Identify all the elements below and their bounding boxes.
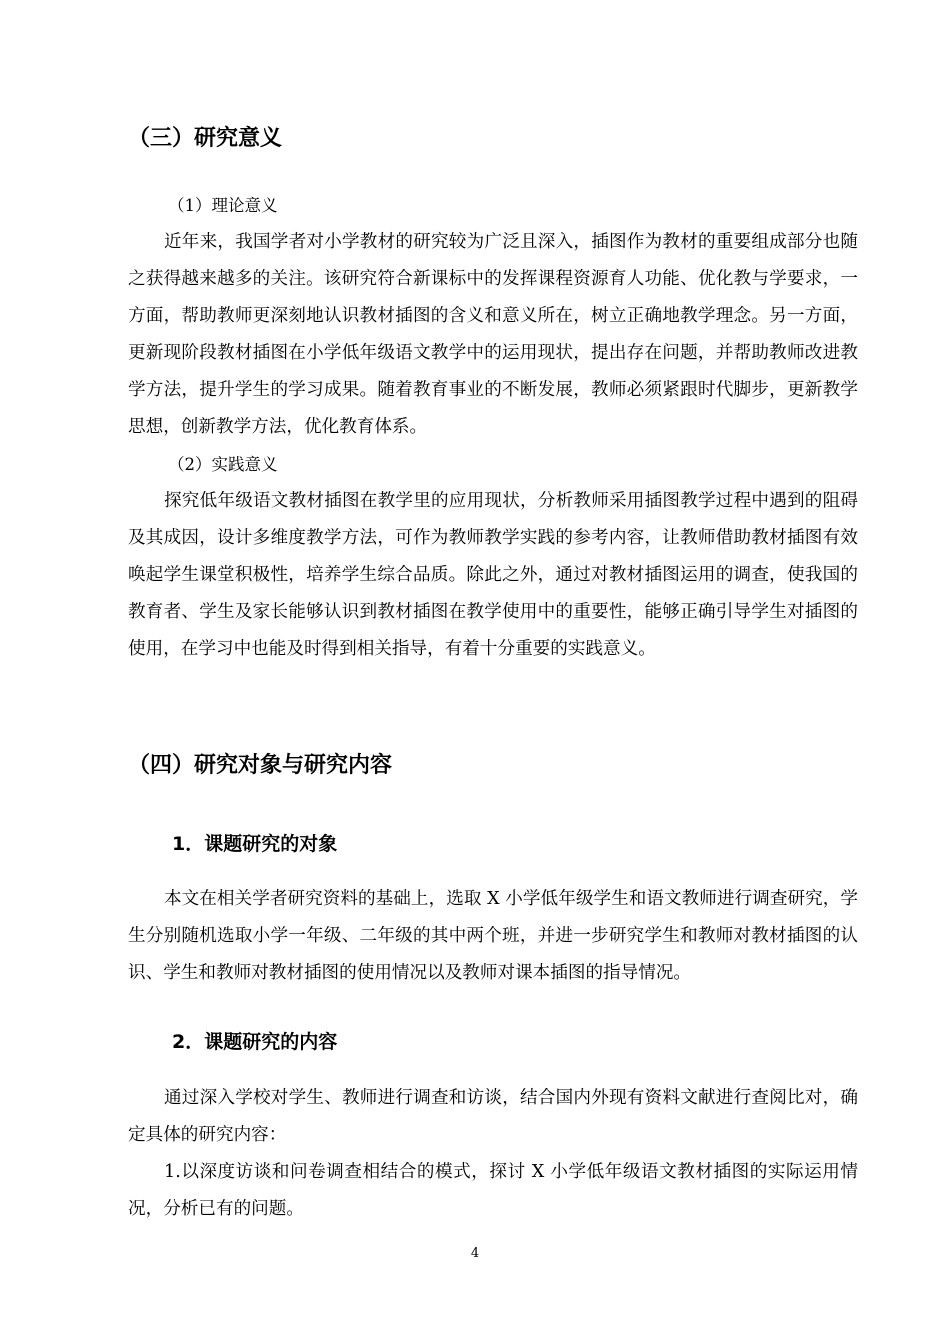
paragraph-research-content-intro: 通过深入学校对学生、教师进行调查和访谈，结合国内外现有资料文献进行查阅比对，确定具体的研究内容： [128,1088,858,1145]
paragraph-research-objects: 本文在相关学者研究资料的基础上，选取 X 小学低年级学生和语文教师进行调查研究，学生分别随机选取小学一年级、二年级的其中两个班，并进一步研究学生和教师对教材插图的认识、学生和教师对教材插图的使用情况以及教师对课本插图的指导情况。 [128,889,858,983]
section-heading-research-significance: （三）研究意义 [128,126,283,151]
paragraph-practical-significance: 探究低年级语文教材插图在教学里的应用现状，分析教师采用插图教学过程中遇到的阻碍及其成因，设计多维度教学方法，可作为教师教学实践的参考内容，让教师借助教材插图有效唤起学生课堂积极性，培养学生综合品质。除此之外，通过对教材插图运用的调查，使我国的教育者、学生及家长能够认识到教材插图在教学使用中的重要性，能够正确引导学生对插图的使用，在学习中也能及时得到相关指导，有着十分重要的实践意义。 [128,491,858,659]
subheading-theoretical-significance: （1）理论意义 [168,196,278,215]
page-number: 4 [470,1246,480,1261]
paragraph-research-content-item-1: 1.以深度访谈和问卷调查相结合的模式，探讨 X 小学低年级语文教材插图的实际运用情况，分析已有的问题。 [128,1162,858,1219]
section-heading-research-objects-content: （四）研究对象与研究内容 [128,753,393,778]
paragraph-theoretical-significance: 近年来，我国学者对小学教材的研究较为广泛且深入，插图作为教材的重要组成部分也随之获得越来越多的关注。该研究符合新课标中的发挥课程资源育人功能、优化教与学要求，一方面，帮助教师更深刻地认识教材插图的含义和意义所在，树立正确地教学理念。另一方面，更新现阶段教材插图在小学低年级语文教学中的运用现状，提出存在问题，并帮助教师改进教学方法，提升学生的学习成果。随着教育事业的不断发展，教师必须紧跟时代脚步，更新教学思想，创新教学方法，优化教育体系。 [128,232,858,437]
subsection-heading-research-content: 2．课题研究的内容 [172,1031,338,1053]
subsection-heading-research-objects: 1．课题研究的对象 [172,833,338,855]
subheading-practical-significance: （2）实践意义 [168,455,278,474]
